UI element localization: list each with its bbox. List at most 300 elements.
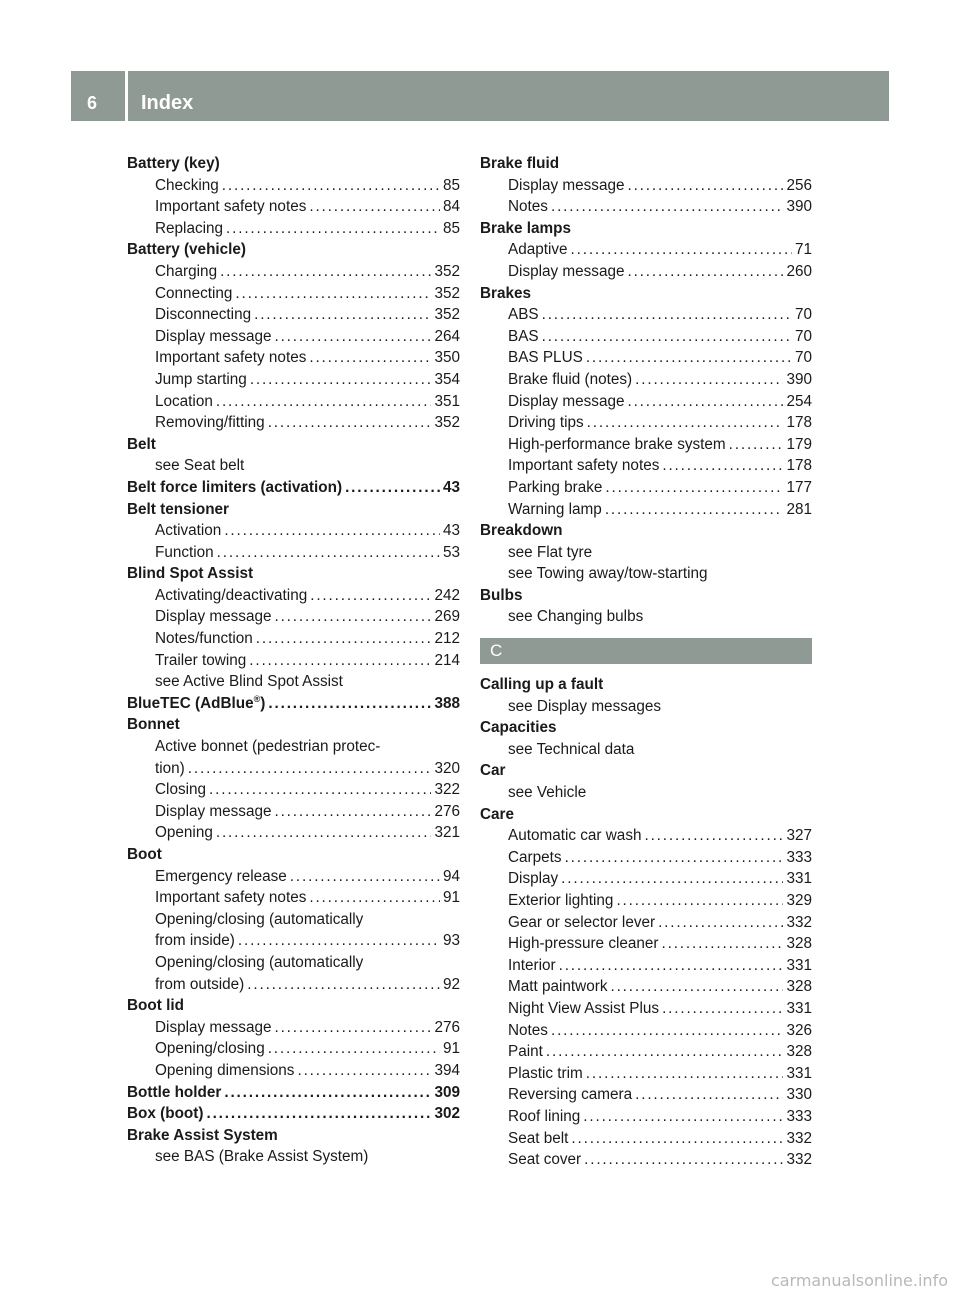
entry-text: Trailer towing: [155, 651, 247, 669]
index-subentry: [480, 412, 812, 434]
entry-text: see Changing bulbs: [508, 608, 644, 626]
dot-leader: [586, 1063, 784, 1085]
dot-leader: [254, 304, 431, 326]
index-subentry: [480, 477, 812, 499]
index-subentry: [127, 369, 460, 391]
entry-text: Notes/function: [155, 630, 253, 648]
dot-leader: [610, 976, 783, 998]
index-subentry: [480, 606, 812, 628]
entry-text: see Display messages: [508, 697, 662, 715]
entry-text: Calling up a fault: [480, 676, 604, 694]
index-subentry: [127, 261, 460, 283]
entry-text: Important safety notes: [155, 889, 307, 907]
page-reference: 333: [786, 1107, 812, 1125]
page-reference: 321: [434, 824, 460, 842]
index-subentry: [127, 1146, 460, 1168]
page-reference: 242: [434, 586, 460, 604]
index-heading: [127, 844, 460, 866]
entry-text: Notes: [508, 198, 548, 216]
page-reference: 354: [434, 370, 460, 388]
index-subentry: [480, 847, 812, 869]
entry-text: Activation: [155, 522, 222, 540]
index-subentry: [480, 239, 812, 261]
index-subentry: [127, 1060, 460, 1082]
dot-leader: [658, 912, 783, 934]
index-subentry: [480, 499, 812, 521]
index-subentry: [127, 585, 460, 607]
entry-text: see Flat tyre: [508, 543, 593, 561]
page-reference: 333: [786, 848, 812, 866]
dot-leader: [249, 650, 431, 672]
entry-text: Active bonnet (pedestrian protec-: [155, 738, 381, 756]
page-title: Index: [141, 92, 194, 114]
index-subentry: [480, 347, 812, 369]
page-reference: 388: [434, 694, 460, 712]
entry-text: Checking: [155, 176, 219, 194]
dot-leader: [542, 304, 792, 326]
page-reference: 53: [442, 543, 460, 561]
entry-text: Brake lamps: [480, 219, 571, 237]
entry-text: from inside): [155, 932, 235, 950]
page-reference: 91: [442, 889, 460, 907]
index-heading: [480, 804, 812, 826]
index-subentry: [480, 563, 812, 585]
index-subentry: [127, 801, 460, 823]
entry-text: Important safety notes: [155, 198, 307, 216]
page-reference: 92: [442, 975, 460, 993]
dot-leader: [290, 866, 440, 888]
page-reference: 322: [434, 781, 460, 799]
entry-text: Closing: [155, 781, 207, 799]
dot-leader: [188, 758, 432, 780]
entry-text: Battery (vehicle): [127, 241, 247, 259]
entry-text: Care: [480, 805, 515, 823]
index-subentry: [127, 347, 460, 369]
dot-leader: [274, 326, 431, 348]
index-heading: [127, 563, 460, 585]
index-heading: [127, 434, 460, 456]
dot-leader: [583, 1106, 783, 1128]
index-subentry: [127, 520, 460, 542]
page-reference: 260: [786, 262, 812, 280]
dot-leader: [551, 1020, 784, 1042]
index-subentry: [127, 930, 460, 952]
index-subentry: [127, 974, 460, 996]
page-reference: 390: [786, 198, 812, 216]
index-heading: [480, 218, 812, 240]
index-subentry: [480, 196, 812, 218]
page-reference: 256: [786, 176, 812, 194]
dot-leader: [309, 347, 431, 369]
entry-text: Function: [155, 543, 214, 561]
index-subentry: [127, 304, 460, 326]
dot-leader: [561, 868, 783, 890]
dot-leader: [584, 1149, 783, 1171]
index-subentry: [480, 825, 812, 847]
page-reference: 43: [442, 478, 460, 496]
entry-text: Adaptive: [508, 241, 568, 259]
index-column-right: [480, 153, 812, 1171]
page-reference: 281: [786, 500, 812, 518]
index-subentry: [127, 779, 460, 801]
entry-text: BAS PLUS: [508, 349, 583, 367]
page-reference: 70: [794, 327, 812, 345]
index-subentry: [480, 1149, 812, 1171]
entry-text: Activating/deactivating: [155, 586, 308, 604]
entry-text: Automatic car wash: [508, 827, 642, 845]
index-heading: [127, 239, 460, 261]
index-subentry: [127, 887, 460, 909]
index-heading: [127, 714, 460, 736]
dot-leader: [217, 542, 440, 564]
entry-text: Reversing camera: [508, 1086, 633, 1104]
index-subentry: [480, 261, 812, 283]
entry-text: Opening/closing (automatically: [155, 910, 364, 928]
entry-text: BlueTEC (AdBlue®): [127, 693, 266, 712]
entry-text: Opening: [155, 824, 213, 842]
index-subentry: [127, 952, 460, 974]
index-subentry: [127, 1017, 460, 1039]
page-reference: 254: [786, 392, 812, 410]
dot-leader: [268, 1038, 440, 1060]
entry-text: Exterior lighting: [508, 892, 614, 909]
index-subentry: [480, 455, 812, 477]
entry-text: Location: [155, 392, 213, 410]
entry-text: Carpets: [508, 848, 562, 866]
dot-leader: [587, 412, 784, 434]
index-subentry: [480, 1084, 812, 1106]
page-reference: 352: [434, 306, 460, 324]
entry-text: Roof lining: [508, 1107, 581, 1125]
index-subentry: [127, 196, 460, 218]
dot-leader: [662, 998, 783, 1020]
entry-text: Opening dimensions: [155, 1061, 295, 1079]
index-heading: [127, 1082, 460, 1104]
index-subentry: [127, 542, 460, 564]
entry-text: Breakdown: [480, 522, 563, 540]
page-reference: 264: [434, 327, 460, 345]
index-subentry: [480, 542, 812, 564]
index-subentry: [480, 696, 812, 718]
registered-mark: ®: [253, 693, 261, 704]
dot-leader: [216, 391, 432, 413]
entry-text: Important safety notes: [508, 457, 660, 475]
entry-text: Opening/closing: [155, 1040, 265, 1058]
entry-text: see Seat belt: [155, 457, 245, 475]
dot-leader: [546, 1041, 784, 1063]
page-reference: 331: [786, 870, 812, 888]
page-reference: 329: [786, 892, 812, 909]
dot-leader: [222, 175, 440, 197]
index-subentry: [127, 606, 460, 628]
index-subentry: [480, 369, 812, 391]
dot-leader: [220, 261, 431, 283]
dot-leader: [627, 175, 783, 197]
dot-leader: [605, 477, 783, 499]
page-reference: 43: [442, 522, 460, 540]
page-reference: 320: [434, 759, 460, 777]
entry-text: Plastic trim: [508, 1064, 583, 1082]
index-subentry: [480, 890, 812, 912]
page-reference: 93: [442, 932, 460, 950]
page-reference: 331: [786, 999, 812, 1017]
dot-leader: [247, 974, 440, 996]
page-reference: 332: [786, 1129, 812, 1147]
dot-leader: [571, 1128, 783, 1150]
page-reference: 212: [434, 630, 460, 648]
page-reference: 352: [434, 262, 460, 280]
entry-text: Car: [480, 762, 506, 780]
index-heading: [480, 585, 812, 607]
page-reference: 178: [786, 414, 812, 432]
index-heading: [127, 1125, 460, 1147]
entry-text: Seat cover: [508, 1151, 582, 1169]
index-subentry: [480, 1128, 812, 1150]
index-subentry: [480, 868, 812, 890]
entry-text: Display message: [508, 392, 625, 410]
dot-leader: [309, 196, 440, 218]
entry-text: see BAS (Brake Assist System): [155, 1148, 369, 1166]
entry-text: Opening/closing (automatically: [155, 953, 364, 971]
index-subentry: [480, 955, 812, 977]
index-heading: [127, 693, 460, 715]
entry-text: Display message: [508, 176, 625, 194]
dot-leader: [729, 434, 784, 456]
page-reference: 326: [786, 1021, 812, 1039]
page-reference: 327: [786, 827, 812, 845]
dot-leader: [309, 887, 440, 909]
entry-text: Display message: [155, 802, 272, 820]
index-heading: [127, 499, 460, 521]
dot-leader: [256, 628, 432, 650]
entry-text: Belt: [127, 435, 156, 453]
dot-leader: [644, 825, 783, 847]
entry-text: Removing/fitting: [155, 414, 265, 432]
page-reference: 269: [434, 608, 460, 626]
entry-text: from outside): [155, 975, 245, 993]
entry-text: Interior: [508, 956, 556, 974]
index-subentry: [480, 1041, 812, 1063]
dot-leader: [268, 693, 431, 715]
entry-text: Display message: [155, 608, 272, 626]
page-reference: 178: [786, 457, 812, 475]
index-heading: [480, 283, 812, 305]
page-reference: 350: [434, 349, 460, 367]
index-subentry: [127, 326, 460, 348]
index-heading: [480, 674, 812, 696]
index-heading: [480, 717, 812, 739]
index-subentry: [480, 326, 812, 348]
index-subentry: [480, 175, 812, 197]
page-reference: 84: [442, 198, 460, 216]
entry-text: BAS: [508, 327, 539, 345]
entry-text: Box (boot): [127, 1105, 204, 1123]
index-subentry: [127, 628, 460, 650]
entry-text: Replacing: [155, 219, 224, 237]
entry-text: Charging: [155, 262, 218, 280]
index-heading: [480, 153, 812, 175]
watermark: carmanualsonline.info: [770, 1271, 948, 1290]
index-heading: [127, 153, 460, 175]
dot-leader: [226, 218, 440, 240]
entry-text: Connecting: [155, 284, 233, 302]
index-heading: [480, 520, 812, 542]
entry-text: Notes: [508, 1021, 548, 1039]
page-reference: 328: [786, 978, 812, 996]
entry-text: Parking brake: [508, 478, 603, 496]
dot-leader: [310, 585, 431, 607]
index-subentry: [480, 998, 812, 1020]
dot-leader: [551, 196, 784, 218]
page-reference: 71: [794, 241, 812, 259]
entry-text: Battery (key): [127, 155, 220, 172]
index-subentry: [480, 912, 812, 934]
entry-text: Matt paintwork: [508, 978, 608, 996]
page-reference: 214: [434, 651, 460, 669]
entry-text: Display message: [155, 1018, 272, 1036]
page-reference: 91: [442, 1040, 460, 1058]
dot-leader: [635, 369, 783, 391]
page-reference: 70: [794, 349, 812, 367]
entry-text: see Technical data: [508, 740, 635, 758]
page-reference: 352: [434, 284, 460, 302]
header-bar: [71, 71, 889, 121]
index-subentry: [127, 455, 460, 477]
page-reference: 394: [434, 1061, 460, 1079]
dot-leader: [345, 477, 440, 499]
page-reference: 276: [434, 802, 460, 820]
page-reference: 328: [786, 1043, 812, 1061]
index-subentry: [127, 758, 460, 780]
page-reference: 332: [786, 913, 812, 931]
entry-text: Bulbs: [480, 586, 523, 604]
entry-text: ABS: [508, 306, 539, 324]
entry-text: Display message: [508, 262, 625, 280]
page-reference: 351: [434, 392, 460, 410]
dot-leader: [627, 261, 783, 283]
page-reference: 85: [442, 219, 460, 237]
page-reference: 352: [434, 414, 460, 432]
entry-text: Boot lid: [127, 997, 184, 1015]
section-letter-bar: C: [480, 638, 812, 664]
index-subentry: [127, 175, 460, 197]
index-subentry: [127, 218, 460, 240]
entry-text: Emergency release: [155, 867, 287, 885]
index-heading: [127, 1103, 460, 1125]
entry-text: Paint: [508, 1043, 543, 1061]
entry-text: Brakes: [480, 284, 532, 302]
entry-text: Gear or selector lever: [508, 913, 656, 931]
index-subentry: [127, 650, 460, 672]
entry-text: Seat belt: [508, 1129, 569, 1147]
index-subentry: [127, 671, 460, 693]
entry-text: High-performance brake system: [508, 435, 726, 453]
page-reference: 328: [786, 935, 812, 953]
dot-leader: [635, 1084, 783, 1106]
dot-leader: [274, 606, 431, 628]
dot-leader: [238, 930, 440, 952]
entry-text: see Active Blind Spot Assist: [155, 673, 343, 691]
page-reference: 309: [434, 1083, 460, 1101]
dot-leader: [250, 369, 432, 391]
dot-leader: [206, 1103, 431, 1125]
dot-leader: [209, 779, 431, 801]
index-subentry: [127, 909, 460, 931]
index-subentry: [480, 434, 812, 456]
header-divider: [125, 71, 128, 121]
index-column-left: [127, 153, 460, 1168]
dot-leader: [565, 847, 784, 869]
entry-text: Bottle holder: [127, 1083, 222, 1101]
entry-text: see Towing away/tow-starting: [508, 565, 708, 583]
entry-text: Brake fluid: [480, 155, 560, 172]
entry-text: tion): [155, 759, 185, 777]
entry-text: Display: [508, 870, 559, 888]
dot-leader: [224, 1082, 431, 1104]
dot-leader: [605, 499, 784, 521]
entry-text: Warning lamp: [508, 500, 602, 518]
index-subentry: [480, 391, 812, 413]
page-reference: 390: [786, 370, 812, 388]
index-subentry: [127, 283, 460, 305]
entry-text: Brake Assist System: [127, 1126, 278, 1144]
index-subentry: [480, 976, 812, 998]
entry-text: Belt force limiters (activation): [127, 478, 343, 496]
index-subentry: [127, 391, 460, 413]
page-reference: 302: [434, 1105, 460, 1123]
dot-leader: [627, 391, 783, 413]
dot-leader: [586, 347, 792, 369]
index-subentry: [480, 1063, 812, 1085]
entry-text: Night View Assist Plus: [508, 999, 660, 1017]
entry-text: High-pressure cleaner: [508, 935, 659, 953]
index-heading: [480, 760, 812, 782]
index-heading: [127, 477, 460, 499]
page-reference: 331: [786, 1064, 812, 1082]
page-reference: 332: [786, 1151, 812, 1169]
index-subentry: [127, 736, 460, 758]
entry-text: Driving tips: [508, 414, 584, 432]
dot-leader: [235, 283, 431, 305]
index-subentry: [480, 1106, 812, 1128]
dot-leader: [662, 933, 784, 955]
index-subentry: [127, 866, 460, 888]
dot-leader: [274, 1017, 431, 1039]
index-heading: [127, 995, 460, 1017]
dot-leader: [662, 455, 783, 477]
dot-leader: [559, 955, 784, 977]
page-reference: 94: [442, 867, 460, 885]
entry-text: Belt tensioner: [127, 500, 229, 518]
dot-leader: [297, 1060, 431, 1082]
entry-text: Bonnet: [127, 716, 180, 734]
page-reference: 276: [434, 1018, 460, 1036]
entry-text: Jump starting: [155, 370, 247, 388]
entry-text: Important safety notes: [155, 349, 307, 367]
index-subentry: [480, 933, 812, 955]
index-subentry: [127, 412, 460, 434]
index-subentry: [127, 1038, 460, 1060]
dot-leader: [274, 801, 431, 823]
dot-leader: [268, 412, 432, 434]
entry-text: Capacities: [480, 719, 557, 737]
dot-leader: [216, 822, 432, 844]
page-number: 6: [87, 93, 98, 113]
dot-leader: [571, 239, 792, 261]
entry-text: Boot: [127, 846, 162, 863]
entry-text: Blind Spot Assist: [127, 565, 254, 583]
dot-leader: [224, 520, 440, 542]
